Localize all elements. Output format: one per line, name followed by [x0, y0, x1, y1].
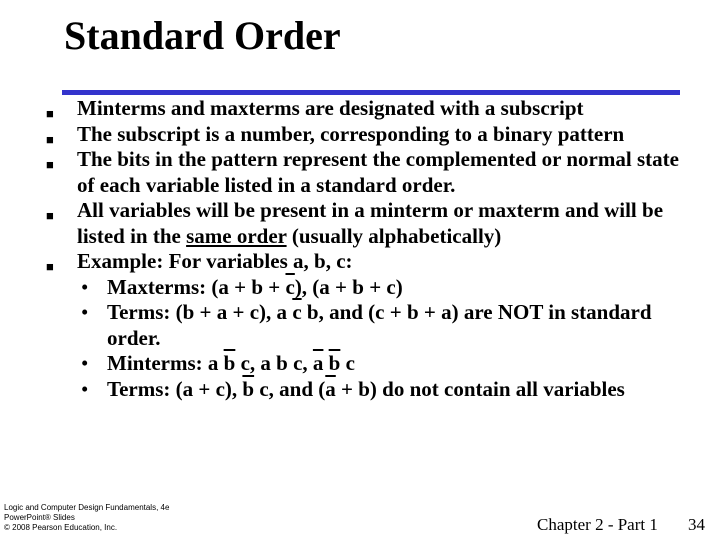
sub-bullet-item — [46, 351, 686, 377]
text-part: c — [340, 351, 355, 375]
complemented-variable: $\overline{c}$ — [285, 274, 295, 299]
text-part: Terms: (b + a + c), a — [107, 300, 293, 324]
bullet-item — [46, 96, 686, 122]
text-part: Maxterms: (a + b + — [107, 274, 286, 299]
footer-chapter: Chapter 2 - Part 1 — [537, 515, 658, 534]
text-part: Terms: (a + c), — [107, 376, 243, 401]
round-bullet-icon: • — [81, 376, 89, 401]
slide-title: Standard Order — [64, 13, 341, 58]
bullet-item — [46, 249, 686, 275]
sub-bullet-item — [46, 275, 686, 301]
square-bullet-icon: ■ — [46, 208, 54, 223]
round-bullet-icon: • — [81, 274, 89, 299]
complemented-variable: $\overline{c}$ — [292, 300, 302, 324]
credit-line: Logic and Computer Design Fundamentals, 4e — [4, 503, 170, 512]
text-part: b, and (c + b + a) are NOT in standard order. — [107, 300, 652, 350]
complemented-variable: $\overline{b}$ — [328, 351, 341, 375]
bullet-item — [46, 147, 686, 198]
round-bullet-icon: • — [81, 300, 89, 324]
sub-bullet-item — [46, 300, 686, 351]
square-bullet-icon: ■ — [46, 259, 54, 274]
bullet-text: (usually alphabetically) — [286, 223, 502, 248]
bullet-item — [46, 198, 686, 249]
bullet-text: Example: For variables a, b, c: — [77, 249, 353, 273]
underlined-text: same order — [186, 223, 287, 248]
square-bullet-icon: ■ — [46, 157, 54, 172]
complemented-variable: $\overline{a}$ — [325, 376, 336, 401]
bullet-text: All variables will be present in a minterm or maxterm and will be listed in the — [77, 198, 664, 248]
sub-bullet-item — [46, 377, 686, 403]
bullet-list — [46, 96, 686, 402]
bullet-text: The bits in the pattern represent the complemented or normal state of each variable listed in a standard order. — [77, 147, 679, 197]
bullet-item — [46, 122, 686, 148]
credit-line: © 2008 Pearson Education, Inc. — [4, 523, 118, 532]
credit-line: PowerPoint® Slides — [4, 513, 75, 522]
bullet-text: Minterms and maxterms are designated with a subscript — [77, 96, 584, 120]
text-part: + b) do not contain all variables — [335, 376, 625, 401]
square-bullet-icon: ■ — [46, 106, 54, 121]
text-part: Minterms: a — [107, 351, 224, 375]
complemented-variable: $\overline{b}$ — [223, 351, 236, 375]
page-number: 34 — [688, 515, 705, 534]
text-part: c, a b c, — [235, 351, 313, 375]
complemented-variable: $\overline{a}$ — [312, 351, 324, 375]
footer-credit — [4, 503, 169, 533]
text-part: c, and ( — [254, 376, 326, 401]
square-bullet-icon: ■ — [46, 131, 54, 147]
bullet-text: The subscript is a number, corresponding to a binary pattern — [77, 121, 625, 146]
title-divider — [62, 90, 680, 95]
complemented-variable: $\overline{b}$ — [242, 376, 255, 401]
text-part: ), (a + b + c) — [294, 274, 403, 299]
round-bullet-icon: • — [81, 351, 89, 375]
